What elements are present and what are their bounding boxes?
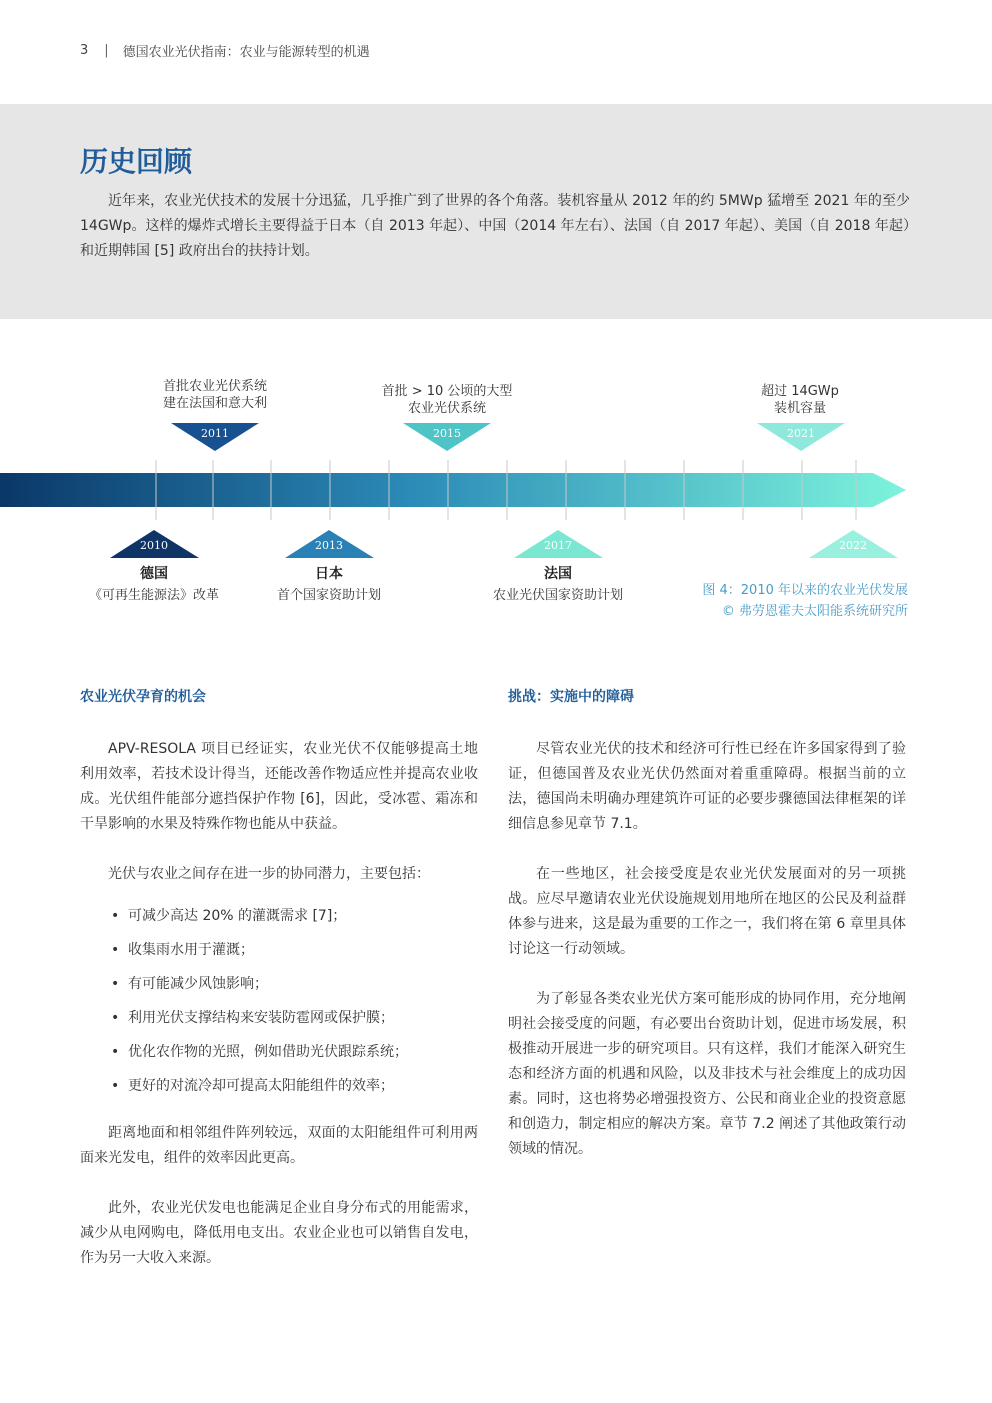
year-label-2021: 2021 bbox=[787, 427, 815, 440]
year-label-2013: 2013 bbox=[315, 539, 343, 552]
country-france: 法国 bbox=[544, 566, 572, 582]
left-paragraph-4: 此外，农业光伏发电也能满足企业自身分布式的用能需求，减少从电网购电，降低用电支出。农业企业也可以销售自发电，作为另一大收入来源。 bbox=[80, 1200, 478, 1266]
list-item bbox=[80, 1074, 478, 1099]
bullet-icon: • bbox=[111, 1010, 120, 1026]
left-column bbox=[80, 686, 478, 1271]
list-item-text: 优化农作物的光照，例如借助光伏跟踪系统； bbox=[128, 1044, 408, 1060]
left-paragraph-3: 距离地面和相邻组件阵列较远，双面的太阳能组件可利用两面来光发电，组件的效率因此更高。 bbox=[80, 1125, 478, 1166]
figure-caption bbox=[702, 580, 908, 622]
list-item-text: 收集雨水用于灌溉； bbox=[128, 942, 254, 958]
bottom-marker-2010 bbox=[110, 530, 199, 558]
bullet-icon: • bbox=[111, 908, 120, 924]
heading-opportunities: 农业光伏孕育的机会 bbox=[80, 689, 206, 705]
left-paragraph-2: 光伏与农业之间存在进一步的协同潜力，主要包括： bbox=[108, 866, 430, 882]
top-marker-2015 bbox=[403, 423, 491, 451]
year-label-2015: 2015 bbox=[433, 427, 461, 440]
event-2015-line2: 农业光伏系统 bbox=[407, 401, 486, 416]
event-2021-line1: 超过 14GWp bbox=[761, 384, 839, 399]
document-title: 德国农业光伏指南：农业与能源转型的机遇 bbox=[122, 44, 370, 60]
bottom-marker-2013 bbox=[285, 530, 374, 558]
event-2011-text bbox=[135, 378, 295, 412]
caption-credit: © 弗劳恩霍夫太阳能系统研究所 bbox=[721, 604, 908, 619]
heading-challenges: 挑战：实施中的障碍 bbox=[508, 689, 634, 705]
event-2017-desc: 农业光伏国家资助计划 bbox=[492, 588, 623, 603]
event-2015-text bbox=[357, 383, 537, 417]
list-item bbox=[80, 972, 478, 997]
event-2013-desc: 首个国家资助计划 bbox=[276, 588, 381, 603]
year-label-2017: 2017 bbox=[544, 539, 572, 552]
right-paragraph-3: 为了彰显各类农业光伏方案可能形成的协同作用，充分地阐明社会接受度的问题，有必要出台资助计划，促进市场发展，积极推动开展进一步的研究项目。只有这样，我们才能深入研究生态和经济方面的机遇和风险，以及非技术与社会维度上的成功因素。同时，这也将势必增强投资方、公民和商业企业的投资意愿和创造力，制定相应的解决方案。章节 7.2 阐述了其他政策行动领域的情况。 bbox=[508, 991, 906, 1157]
history-paragraph: 近年来，农业光伏技术的发展十分迅猛，几乎推广到了世界的各个角落。装机容量从 2012 年的约 5MWp 猛增至 2021 年的至少 14GWp。这样的爆炸式增长主要得益于日本（自 2013 年起）、中国（2014 年左右）、法国（自 2017 年起）、美国（自 2018 年起）和近期韩国 [5] 政府出台的扶持计划。 bbox=[80, 193, 910, 259]
bullet-icon: • bbox=[111, 976, 120, 992]
year-label-2022: 2022 bbox=[839, 539, 867, 552]
event-2011-line1: 首批农业光伏系统 bbox=[162, 379, 267, 394]
bullet-icon: • bbox=[111, 1044, 120, 1060]
list-item-text: 可减少高达 20% 的灌溉需求 [7]； bbox=[128, 908, 347, 924]
year-label-2010: 2010 bbox=[140, 539, 168, 552]
bottom-marker-2022 bbox=[809, 530, 898, 558]
event-2021-text bbox=[730, 383, 870, 417]
page-number: 3 bbox=[80, 42, 89, 58]
synergy-bullet-list bbox=[80, 904, 478, 1099]
year-label-2011: 2011 bbox=[201, 427, 229, 440]
event-2011-line2: 建在法国和意大利 bbox=[162, 396, 267, 411]
list-item-text: 更好的对流冷却可提高太阳能组件的效率； bbox=[128, 1078, 394, 1094]
event-2010-desc: 《可再生能源法》改革 bbox=[88, 588, 219, 603]
list-item bbox=[80, 1006, 478, 1031]
timeline-arrow-bar bbox=[0, 473, 906, 507]
top-marker-2021 bbox=[757, 423, 845, 451]
bullet-icon: • bbox=[111, 942, 120, 958]
right-paragraph-1: 尽管农业光伏的技术和经济可行性已经在许多国家得到了验证，但德国普及农业光伏仍然面对着重重障碍。根据当前的立法，德国尚未明确办理建筑许可证的必要步骤德国法律框架的详细信息参见章节 7.1。 bbox=[508, 741, 906, 832]
right-paragraph-2: 在一些地区，社会接受度是农业光伏发展面对的另一项挑战。应尽早邀请农业光伏设施规划用地所在地区的公民及利益群体参与进来，这是最为重要的工作之一，我们将在第 6 章里具体讨论这一行动领域。 bbox=[508, 866, 906, 957]
right-column bbox=[508, 686, 906, 1162]
country-japan: 日本 bbox=[315, 566, 343, 582]
list-item bbox=[80, 938, 478, 963]
header-separator: | bbox=[104, 42, 109, 58]
event-2015-line1: 首批 > 10 公顷的大型 bbox=[381, 384, 513, 399]
country-germany: 德国 bbox=[140, 566, 168, 582]
list-item-text: 有可能减少风蚀影响； bbox=[128, 976, 268, 992]
bullet-icon: • bbox=[111, 1078, 120, 1094]
caption-title: 图 4：2010 年以来的农业光伏发展 bbox=[702, 583, 908, 598]
list-item-text: 利用光伏支撑结构来安装防雹网或保护膜； bbox=[128, 1010, 394, 1026]
section-title-history: 历史回顾 bbox=[80, 145, 193, 178]
list-item bbox=[80, 1040, 478, 1065]
bottom-marker-2017 bbox=[514, 530, 603, 558]
page-header bbox=[80, 40, 370, 60]
event-2021-line2: 装机容量 bbox=[773, 401, 826, 416]
list-item bbox=[80, 904, 478, 929]
top-marker-2011 bbox=[171, 423, 259, 451]
left-paragraph-1: APV-RESOLA 项目已经证实，农业光伏不仅能够提高土地利用效率，若技术设计得当，还能改善作物适应性并提高农业收成。光伏组件能部分遮挡保护作物 [6]，因此，受冰雹、霜冻和干旱影响的水果及特殊作物也能从中获益。 bbox=[80, 741, 478, 832]
